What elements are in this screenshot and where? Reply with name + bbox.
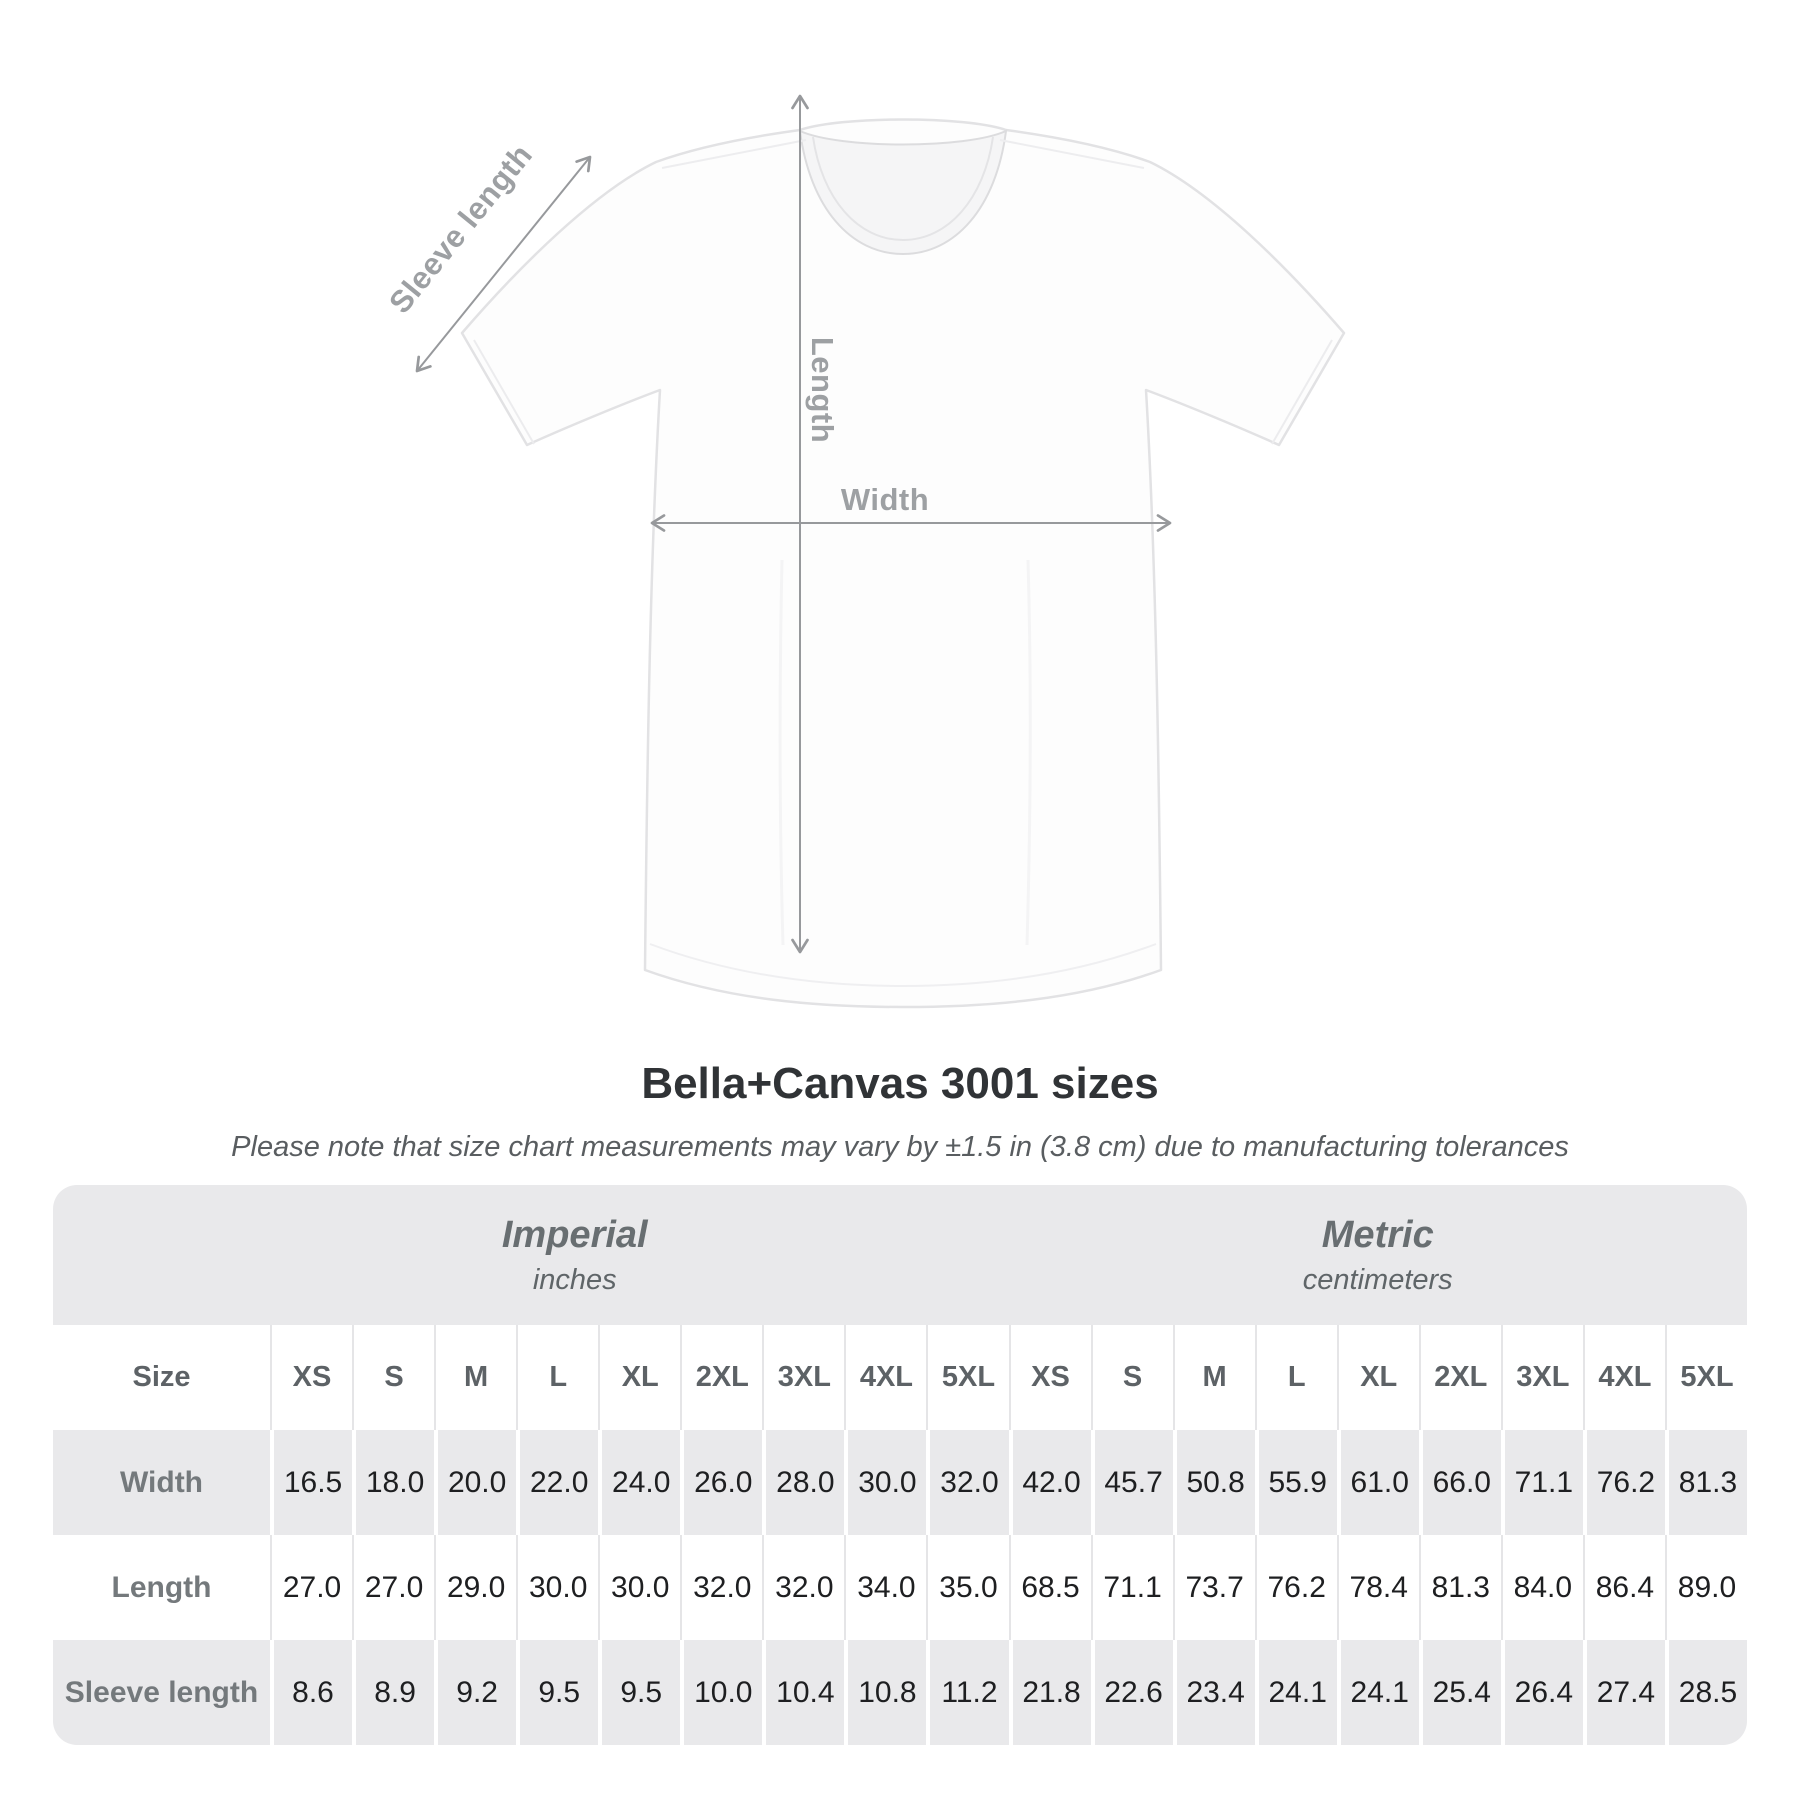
column-header: 5XL	[1665, 1325, 1747, 1430]
table-value: 10.4	[762, 1640, 844, 1745]
table-value: 8.9	[352, 1640, 434, 1745]
table-value: 16.5	[270, 1430, 352, 1535]
column-header: XS	[270, 1325, 352, 1430]
table-value: 23.4	[1173, 1640, 1255, 1745]
metric-unit-label: centimeters	[1302, 1264, 1453, 1296]
table-value: 30.0	[598, 1535, 680, 1640]
table-value: 50.8	[1173, 1430, 1255, 1535]
table-value: 9.5	[516, 1640, 598, 1745]
sleeve-length-label: Sleeve length	[382, 137, 540, 320]
table-value: 68.5	[1009, 1535, 1091, 1640]
table-value: 86.4	[1583, 1535, 1665, 1640]
table-value: 26.4	[1501, 1640, 1583, 1745]
table-value: 18.0	[352, 1430, 434, 1535]
table-value: 76.2	[1255, 1535, 1337, 1640]
table-value: 32.0	[762, 1535, 844, 1640]
table-value: 76.2	[1583, 1430, 1665, 1535]
column-header: XL	[1337, 1325, 1419, 1430]
size-corner-cell: Size	[53, 1325, 270, 1430]
width-label: Width	[840, 482, 930, 517]
row-label: Length	[53, 1535, 270, 1640]
table-value: 9.2	[434, 1640, 516, 1745]
table-value: 81.3	[1665, 1430, 1747, 1535]
table-value: 25.4	[1419, 1640, 1501, 1745]
imperial-unit-label: inches	[532, 1264, 617, 1296]
length-label: Length	[805, 336, 840, 444]
table-value: 9.5	[598, 1640, 680, 1745]
table-value: 27.0	[352, 1535, 434, 1640]
table-value: 35.0	[926, 1535, 1008, 1640]
table-value: 28.5	[1665, 1640, 1747, 1745]
table-value: 24.0	[598, 1430, 680, 1535]
table-value: 29.0	[434, 1535, 516, 1640]
page-title: Bella+Canvas 3001 sizes	[641, 1059, 1159, 1108]
column-header: S	[1091, 1325, 1173, 1430]
imperial-header	[53, 1185, 1009, 1325]
row-label: Width	[53, 1430, 270, 1535]
table-value: 10.8	[844, 1640, 926, 1745]
table-value: 20.0	[434, 1430, 516, 1535]
column-header: XS	[1009, 1325, 1091, 1430]
table-value: 84.0	[1501, 1535, 1583, 1640]
table-value: 66.0	[1419, 1430, 1501, 1535]
column-header: 2XL	[1419, 1325, 1501, 1430]
column-header: XL	[598, 1325, 680, 1430]
row-label: Sleeve length	[53, 1640, 270, 1745]
column-header: S	[352, 1325, 434, 1430]
table-value: 45.7	[1091, 1430, 1173, 1535]
table-value: 32.0	[680, 1535, 762, 1640]
table-value: 71.1	[1091, 1535, 1173, 1640]
table-value: 78.4	[1337, 1535, 1419, 1640]
table-value: 89.0	[1665, 1535, 1747, 1640]
table-value: 10.0	[680, 1640, 762, 1745]
table-value: 22.0	[516, 1430, 598, 1535]
table-value: 28.0	[762, 1430, 844, 1535]
page-subtitle: Please note that size chart measurements may vary by ±1.5 in (3.8 cm) due to manufacturing tolerances	[231, 1131, 1569, 1163]
column-header: 4XL	[844, 1325, 926, 1430]
table-value: 27.0	[270, 1535, 352, 1640]
size-table	[53, 1185, 1747, 1745]
column-header: 3XL	[1501, 1325, 1583, 1430]
table-value: 34.0	[844, 1535, 926, 1640]
table-value: 61.0	[1337, 1430, 1419, 1535]
column-header: L	[1255, 1325, 1337, 1430]
column-header: 2XL	[680, 1325, 762, 1430]
column-header: M	[434, 1325, 516, 1430]
table-value: 27.4	[1583, 1640, 1665, 1745]
column-header: L	[516, 1325, 598, 1430]
table-value: 26.0	[680, 1430, 762, 1535]
table-value: 73.7	[1173, 1535, 1255, 1640]
column-header: 5XL	[926, 1325, 1008, 1430]
column-header: M	[1173, 1325, 1255, 1430]
size-header-row	[53, 1325, 1747, 1430]
table-value: 24.1	[1337, 1640, 1419, 1745]
tshirt-illustration	[462, 120, 1344, 1008]
table-value: 32.0	[926, 1430, 1008, 1535]
table-value: 71.1	[1501, 1430, 1583, 1535]
table-value: 81.3	[1419, 1535, 1501, 1640]
table-value: 55.9	[1255, 1430, 1337, 1535]
table-value: 24.1	[1255, 1640, 1337, 1745]
table-value: 30.0	[516, 1535, 598, 1640]
metric-header	[1009, 1185, 1748, 1325]
table-row-length	[53, 1535, 1747, 1640]
table-row-sleeve-length	[53, 1640, 1747, 1745]
unit-header-row	[53, 1185, 1747, 1325]
metric-label: Metric	[1321, 1214, 1434, 1256]
column-header: 3XL	[762, 1325, 844, 1430]
imperial-label: Imperial	[501, 1214, 648, 1256]
column-header: 4XL	[1583, 1325, 1665, 1430]
table-value: 21.8	[1009, 1640, 1091, 1745]
table-row-width	[53, 1430, 1747, 1535]
table-value: 30.0	[844, 1430, 926, 1535]
table-value: 8.6	[270, 1640, 352, 1745]
table-value: 11.2	[926, 1640, 1008, 1745]
table-value: 22.6	[1091, 1640, 1173, 1745]
table-value: 42.0	[1009, 1430, 1091, 1535]
